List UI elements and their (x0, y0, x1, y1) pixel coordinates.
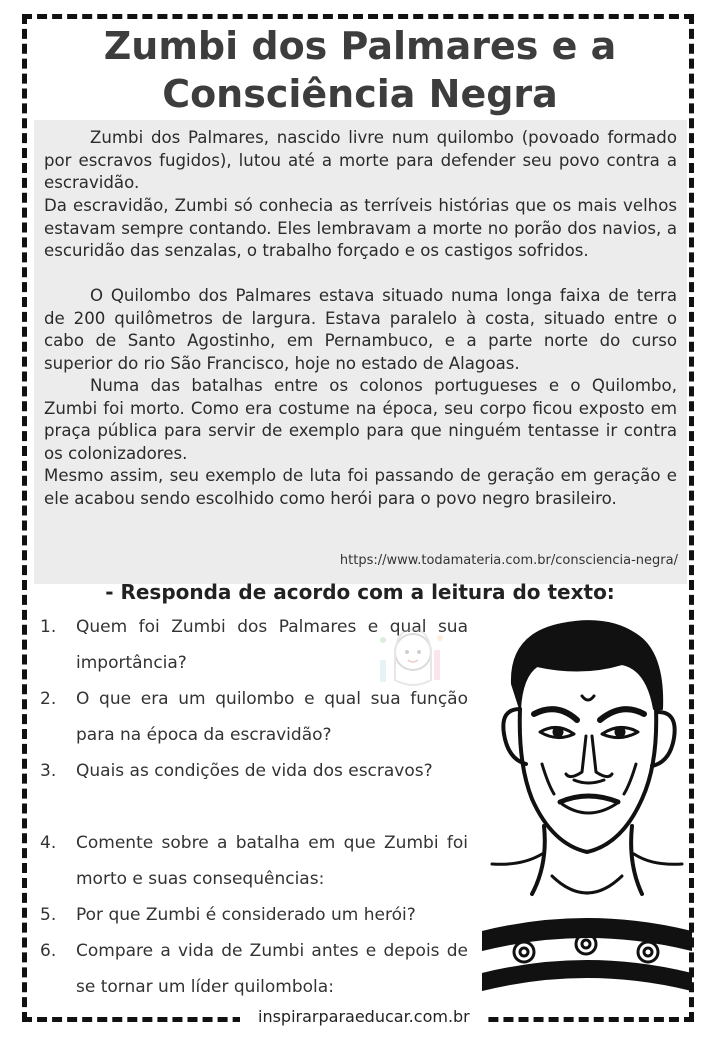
footer-site[interactable]: inspirarparaeducar.com.br (240, 1007, 488, 1026)
question-text: O que era um quilombo e qual sua função para na época da escravidão? (76, 689, 468, 745)
question-number: 5. (40, 905, 57, 925)
paragraph-4: Numa das batalhas entre os colonos portugueses e o Quilombo, Zumbi foi morto. Como era costume na época, seu corpo ficou exposto em praça pública para servir de exemplo para que ninguém tentasse ir contra os colonizadores. (44, 376, 677, 463)
title-line-1: Zumbi dos Palmares e a (103, 24, 617, 68)
source-link[interactable]: https://www.todamateria.com.br/consciencia-negra/ (339, 553, 678, 568)
instruction-heading: - Responda de acordo com a leitura do texto: (105, 580, 615, 604)
question-number: 2. (40, 689, 57, 709)
page-title (30, 22, 690, 118)
paragraph-1: Zumbi dos Palmares, nascido livre num quilombo (povoado formado por escravos fugidos), lutou até a morte para defender seu povo contra a escravidão. (44, 128, 677, 193)
paragraph-2: Da escravidão, Zumbi só conhecia as terríveis histórias que os mais velhos estavam sempre contando. Eles lembravam a morte no porão dos navios, a escuridão das senzalas, o trabalho forçado e os castigos sofridos. (44, 196, 677, 261)
title-line-2: Consciência Negra (162, 72, 558, 116)
paragraph-3: O Quilombo dos Palmares estava situado numa longa faixa de terra de 200 quilômetros de largura. Estava paralelo à costa, situado entre o cabo de Santo Agostinho, em Pernambuco, e a parte norte do curso superior do rio São Francisco, hoje no estado de Alagoas. (44, 286, 677, 373)
question-text: Quem foi Zumbi dos Palmares e qual sua importância? (76, 617, 468, 673)
zumbi-portrait-illustration (482, 614, 692, 1006)
question-text: Compare a vida de Zumbi antes e depois de se tornar um líder quilombola: (76, 941, 468, 997)
watermark-girl-icon (368, 620, 458, 700)
question-number: 3. (40, 761, 57, 781)
question-number: 6. (40, 941, 57, 961)
question-text: Quais as condições de vida dos escravos? (76, 761, 433, 781)
paragraph-5: Mesmo assim, seu exemplo de luta foi passando de geração em geração e ele acabou sendo escolhido como herói para o povo negro brasileiro. (44, 466, 677, 508)
question-number: 1. (40, 617, 57, 637)
question-text: Comente sobre a batalha em que Zumbi foi morto e suas consequências: (76, 833, 468, 889)
question-number: 4. (40, 833, 57, 853)
question-text: Por que Zumbi é considerado um herói? (76, 905, 416, 925)
